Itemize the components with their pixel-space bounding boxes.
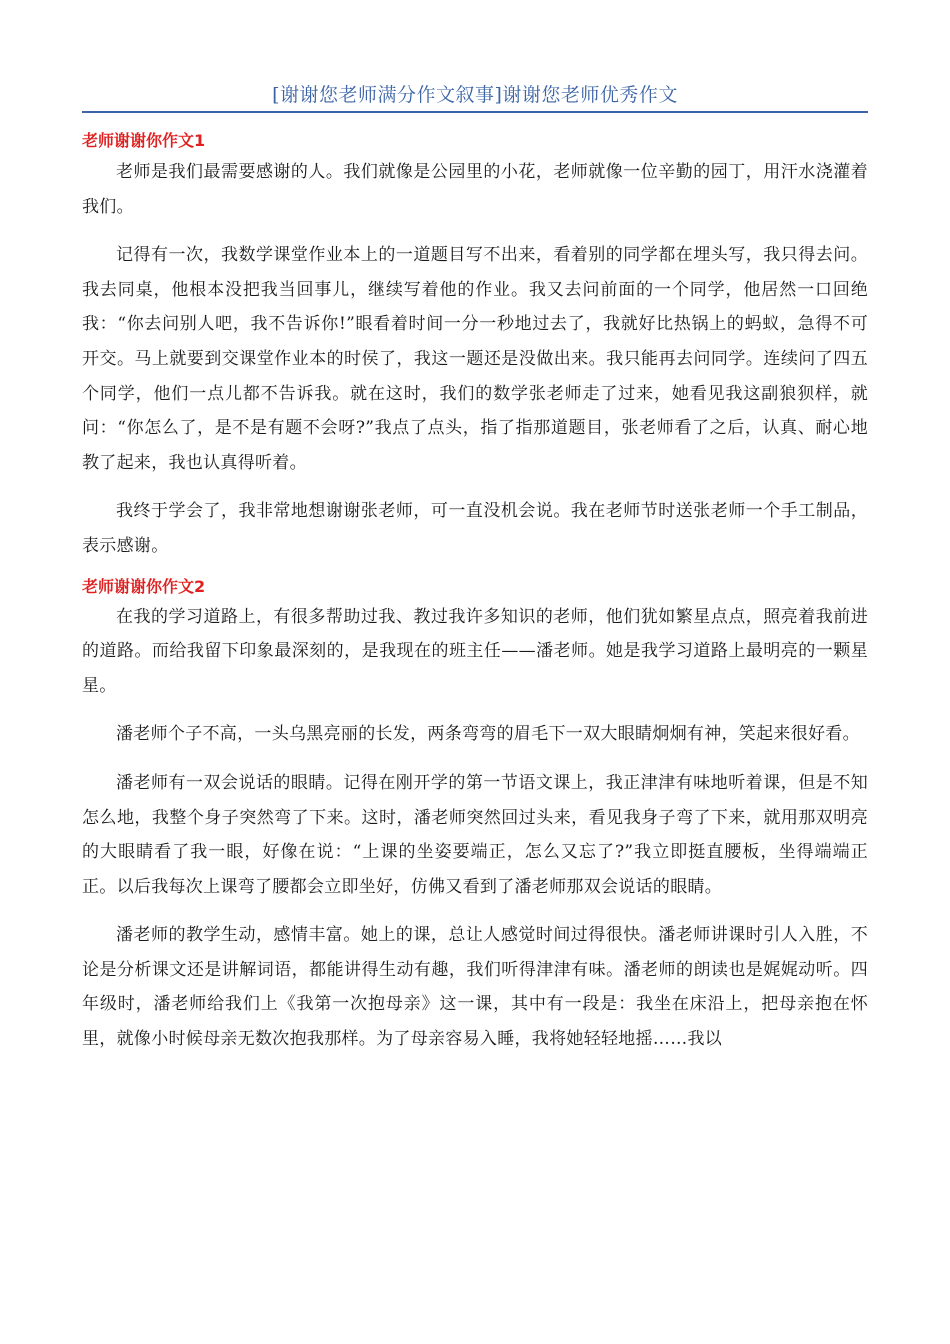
essay-section-1 (82, 130, 868, 564)
section-heading: 老师谢谢你作文1 (82, 131, 206, 150)
paragraph: 在我的学习道路上，有很多帮助过我、教过我许多知识的老师，他们犹如繁星点点，照亮着我前进的道路。而给我留下印象最深刻的，是我现在的班主任——潘老师。她是我学习道路上最明亮的一颗星星。 (82, 606, 868, 696)
paragraph: 潘老师个子不高，一头乌黑亮丽的长发，两条弯弯的眉毛下一双大眼睛炯炯有神，笑起来很好看。 (116, 724, 860, 745)
title-underline (82, 111, 868, 113)
section-heading: 老师谢谢你作文2 (82, 576, 206, 596)
paragraph: 潘老师有一双会说话的眼睛。记得在刚开学的第一节语文课上，我正津津有味地听着课，但是不知怎么地，我整个身子突然弯了下来。这时，潘老师突然回过头来，看见我身子弯了下来，就用那双明亮的大眼睛看了我一眼，好像在说：“上课的坐姿要端正，怎么又忘了?”我立即挺直腰板，坐得端端正正。以后我每次上课弯了腰都会立即坐好，仿佛又看到了潘老师那双会说话的眼睛。 (82, 772, 868, 897)
document-title: [谢谢您老师满分作文叙事]谢谢您老师优秀作文 (272, 84, 678, 106)
document-page (82, 0, 868, 1057)
paragraph: 我终于学会了，我非常地想谢谢张老师，可一直没机会说。我在老师节时送张老师一个手工制品，表示感谢。 (82, 501, 868, 556)
paragraph: 潘老师的教学生动，感情丰富。她上的课，总让人感觉时间过得很快。潘老师讲课时引人入胜，不论是分析课文还是讲解词语，都能讲得生动有趣，我们听得津津有味。潘老师的朗读也是娓娓动听。四年级时，潘老师给我们上《我第一次抱母亲》这一课，其中有一段是：我坐在床沿上，把母亲抱在怀里，就像小时候母亲无数次抱我那样。为了母亲容易入睡，我将她轻轻地摇……我以 (82, 925, 868, 1050)
paragraph: 老师是我们最需要感谢的人。我们就像是公园里的小花，老师就像一位辛勤的园丁，用汗水浇灌着我们。 (82, 162, 868, 217)
paragraph: 记得有一次，我数学课堂作业本上的一道题目写不出来，看着别的同学都在埋头写，我只得去问。我去同桌，他根本没把我当回事儿，继续写着他的作业。我又去问前面的一个同学，他居然一口回绝我：“你去问别人吧，我不告诉你!”眼看着时间一分一秒地过去了，我就好比热锅上的蚂蚁，急得不可开交。马上就要到交课堂作业本的时侯了，我这一题还是没做出来。我只能再去问同学。连续问了四五个同学，他们一点儿都不告诉我。就在这时，我们的数学张老师走了过来，她看见我这副狼狈样，就问：“你怎么了，是不是有题不会呀?”我点了点头，指了指那道题目，张老师看了之后，认真、耐心地教了起来，我也认真得听着。 (82, 245, 868, 473)
essay-section-2 (82, 576, 868, 1057)
